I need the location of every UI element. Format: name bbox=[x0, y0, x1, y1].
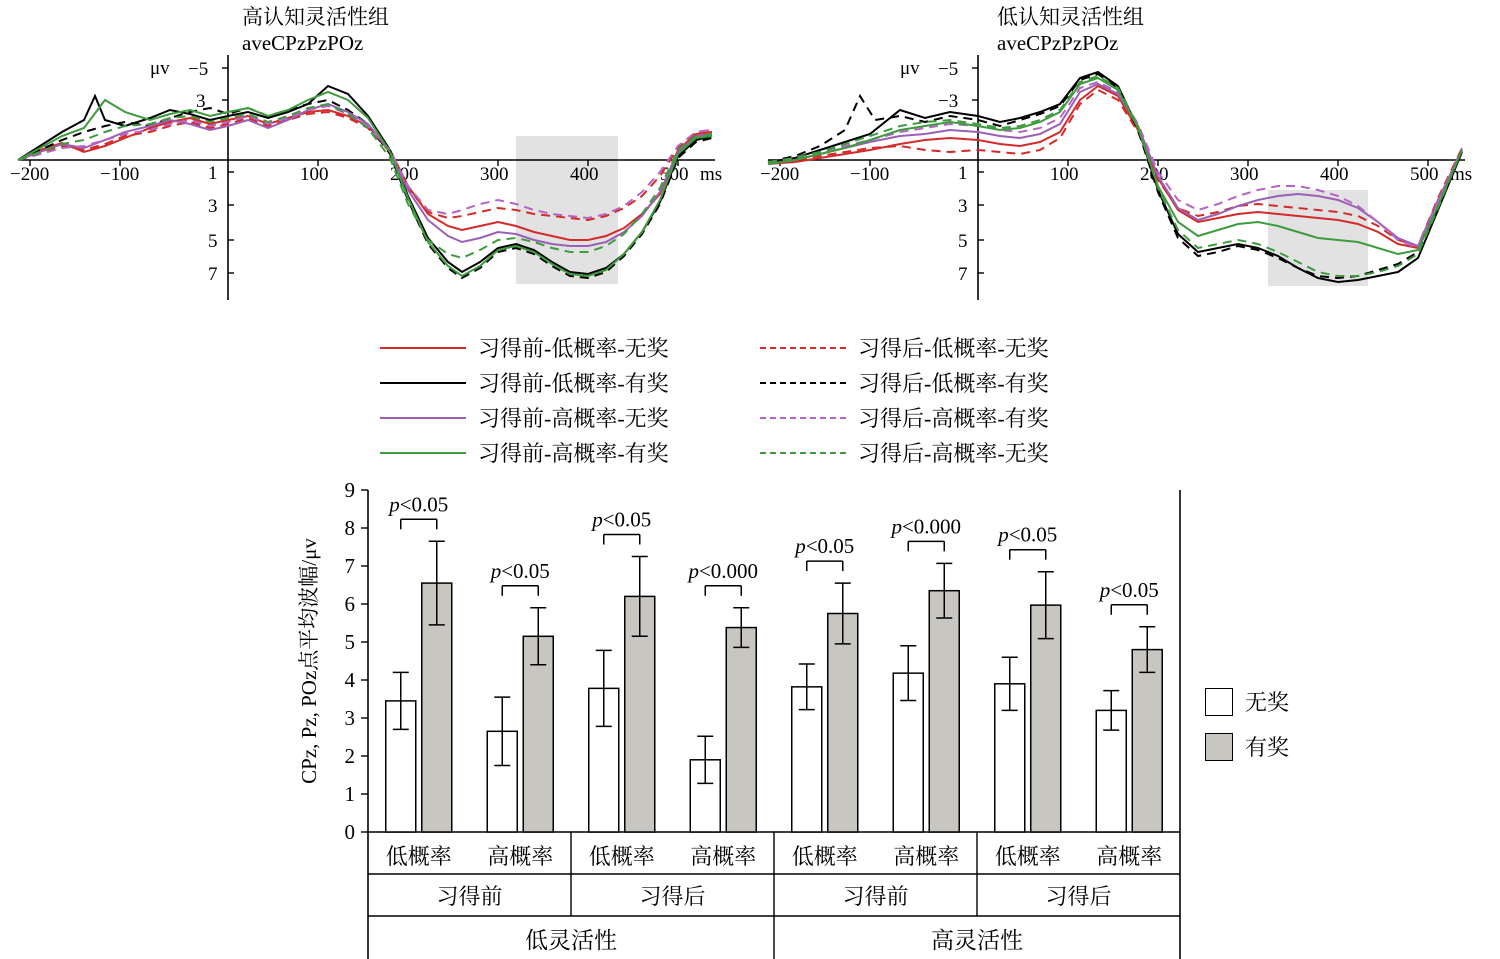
bar-chart bbox=[290, 480, 1500, 959]
erp-right-subtitle: aveCPzPzPOz bbox=[997, 31, 1119, 55]
svg-text:0: 0 bbox=[344, 820, 355, 844]
erp-right-plot bbox=[750, 0, 1500, 320]
svg-text:高概率: 高概率 bbox=[893, 844, 960, 869]
svg-text:400: 400 bbox=[570, 164, 599, 185]
svg-text:3: 3 bbox=[208, 196, 218, 217]
svg-text:200: 200 bbox=[1140, 164, 1169, 185]
svg-text:7: 7 bbox=[958, 264, 968, 285]
legend-label: 习得后-高概率-有奖 bbox=[858, 406, 1049, 431]
legend-swatch-line bbox=[380, 417, 466, 419]
svg-text:5: 5 bbox=[958, 231, 968, 252]
svg-text:1: 1 bbox=[344, 782, 355, 806]
svg-text:400: 400 bbox=[1320, 164, 1349, 185]
svg-text:习得前: 习得前 bbox=[842, 884, 909, 909]
svg-text:500: 500 bbox=[660, 164, 689, 185]
legend-swatch-line bbox=[760, 347, 846, 349]
svg-text:高概率: 高概率 bbox=[487, 844, 554, 869]
svg-text:300: 300 bbox=[480, 164, 509, 185]
svg-text:−5: −5 bbox=[938, 59, 959, 80]
svg-text:p<0.05: p<0.05 bbox=[795, 534, 855, 559]
svg-text:100: 100 bbox=[300, 164, 329, 185]
svg-text:3: 3 bbox=[344, 706, 355, 730]
svg-text:p<0.000: p<0.000 bbox=[891, 514, 962, 539]
svg-text:6: 6 bbox=[344, 592, 355, 616]
svg-text:低概率: 低概率 bbox=[588, 844, 655, 869]
legend-swatch-line bbox=[380, 452, 466, 454]
legend-label: 习得前-高概率-有奖 bbox=[478, 441, 669, 466]
legend-item bbox=[760, 437, 1140, 468]
legend-swatch-line bbox=[760, 382, 846, 384]
svg-text:ms: ms bbox=[1450, 164, 1473, 185]
swatch-reward bbox=[1205, 733, 1233, 761]
bar-chart-svg bbox=[290, 480, 1500, 959]
svg-text:4: 4 bbox=[344, 668, 355, 692]
svg-text:p<0.05: p<0.05 bbox=[592, 507, 652, 532]
legend-label: 习得前-低概率-有奖 bbox=[478, 371, 669, 396]
svg-text:p<0.000: p<0.000 bbox=[688, 558, 759, 583]
svg-text:7: 7 bbox=[344, 554, 355, 578]
svg-text:习得后: 习得后 bbox=[1045, 884, 1112, 909]
svg-text:3: 3 bbox=[958, 196, 968, 217]
svg-text:低概率: 低概率 bbox=[385, 844, 452, 869]
erp-figure bbox=[0, 0, 1500, 320]
svg-text:200: 200 bbox=[390, 164, 419, 185]
erp-left-title: 高认知灵活性组 bbox=[242, 5, 389, 29]
svg-text:1: 1 bbox=[208, 163, 218, 184]
legend-swatch-line bbox=[760, 452, 846, 454]
svg-text:8: 8 bbox=[344, 516, 355, 540]
legend-swatch-line bbox=[380, 347, 466, 349]
legend-label: 习得后-高概率-无奖 bbox=[858, 441, 1049, 466]
legend-label: 习得后-低概率-有奖 bbox=[858, 371, 1049, 396]
legend-label: 习得前-低概率-无奖 bbox=[478, 336, 669, 361]
svg-text:CPz, Pz, POz点平均波幅/μv: CPz, Pz, POz点平均波幅/μv bbox=[297, 538, 321, 784]
swatch-no-reward bbox=[1205, 688, 1233, 716]
legend-item bbox=[380, 332, 760, 363]
svg-text:高概率: 高概率 bbox=[690, 844, 757, 869]
svg-text:μv: μv bbox=[150, 58, 170, 79]
svg-text:−100: −100 bbox=[100, 164, 140, 185]
legend-label-no-reward: 无奖 bbox=[1245, 690, 1290, 715]
svg-text:−3: −3 bbox=[938, 91, 959, 112]
erp-legend bbox=[380, 330, 1140, 470]
svg-text:−100: −100 bbox=[850, 164, 890, 185]
svg-text:习得后: 习得后 bbox=[639, 884, 706, 909]
legend-item-reward bbox=[1205, 731, 1289, 762]
svg-text:1: 1 bbox=[958, 163, 968, 184]
svg-text:p<0.05: p<0.05 bbox=[389, 492, 449, 517]
svg-text:9: 9 bbox=[344, 480, 355, 502]
svg-text:p<0.05: p<0.05 bbox=[490, 558, 550, 583]
legend-label-reward: 有奖 bbox=[1245, 735, 1290, 760]
svg-text:5: 5 bbox=[208, 231, 218, 252]
svg-text:高灵活性: 高灵活性 bbox=[931, 928, 1023, 953]
legend-item bbox=[760, 402, 1140, 433]
legend-item-no-reward bbox=[1205, 686, 1289, 717]
svg-text:−200: −200 bbox=[10, 164, 50, 185]
svg-text:高概率: 高概率 bbox=[1096, 844, 1163, 869]
erp-left-subtitle: aveCPzPzPOz bbox=[242, 31, 364, 55]
legend-swatch-line bbox=[380, 382, 466, 384]
svg-text:−5: −5 bbox=[188, 59, 209, 80]
svg-text:μv: μv bbox=[900, 58, 920, 79]
bar-chart-legend bbox=[1205, 686, 1289, 776]
svg-text:p<0.05: p<0.05 bbox=[998, 522, 1058, 547]
legend-swatch-line bbox=[760, 417, 846, 419]
svg-text:习得前: 习得前 bbox=[436, 884, 503, 909]
svg-text:低概率: 低概率 bbox=[791, 844, 858, 869]
svg-text:2: 2 bbox=[344, 744, 355, 768]
svg-text:500: 500 bbox=[1410, 164, 1439, 185]
svg-text:3: 3 bbox=[196, 91, 206, 112]
legend-item bbox=[760, 367, 1140, 398]
legend-label: 习得前-高概率-无奖 bbox=[478, 406, 669, 431]
svg-text:ms: ms bbox=[700, 164, 723, 185]
legend-item bbox=[760, 332, 1140, 363]
svg-text:−200: −200 bbox=[760, 164, 800, 185]
svg-text:p<0.05: p<0.05 bbox=[1099, 577, 1159, 602]
erp-left-plot bbox=[0, 0, 750, 320]
svg-text:100: 100 bbox=[1050, 164, 1079, 185]
svg-text:5: 5 bbox=[344, 630, 355, 654]
svg-text:低灵活性: 低灵活性 bbox=[525, 928, 617, 953]
legend-item bbox=[380, 402, 760, 433]
legend-item bbox=[380, 367, 760, 398]
legend-label: 习得后-低概率-无奖 bbox=[858, 336, 1049, 361]
svg-text:7: 7 bbox=[208, 264, 218, 285]
erp-right-title: 低认知灵活性组 bbox=[997, 5, 1144, 29]
legend-item bbox=[380, 437, 760, 468]
svg-text:300: 300 bbox=[1230, 164, 1259, 185]
svg-text:低概率: 低概率 bbox=[994, 844, 1061, 869]
